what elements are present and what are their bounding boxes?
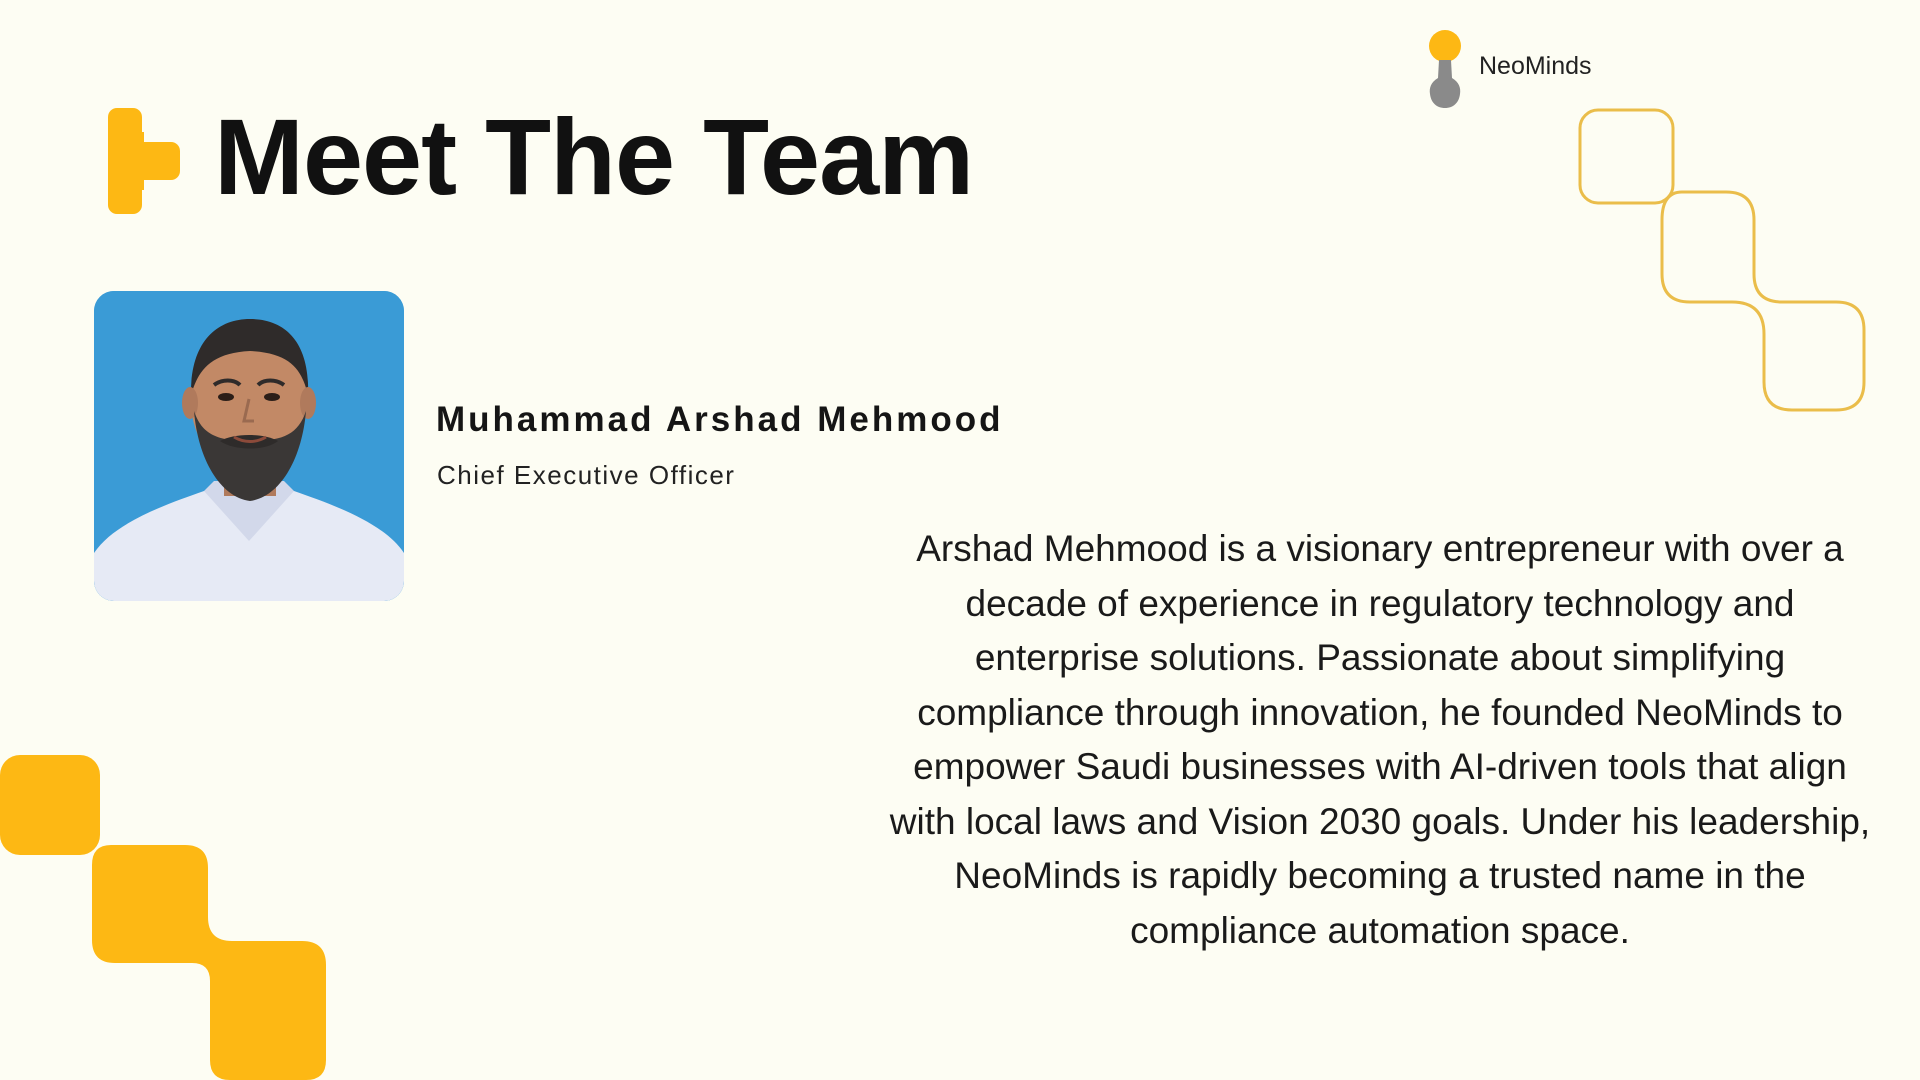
portrait-illustration (94, 291, 404, 601)
member-name: Muhammad Arshad Mehmood (436, 400, 1004, 439)
brand-logo (1427, 30, 1607, 110)
member-role: Chief Executive Officer (437, 460, 736, 490)
member-bio: Arshad Mehmood is a visionary entrepreneur with over a decade of experience in regulatory technology and enterprise solutions. Passionate about simplifying compliance through innovation, he founded NeoMinds to empower Saudi businesses with AI-driven tools that align with local laws and Vision 2030 goals. Under his leadership, NeoMinds is rapidly becoming a trusted name in the compliance automation space. (889, 528, 1871, 951)
portrait-photo (94, 291, 404, 601)
brand-name: NeoMinds (1479, 52, 1592, 80)
decorative-outline-squares (1578, 108, 1884, 414)
yellow-plus-arrow-icon (106, 108, 180, 214)
page-title: Meet The Team (214, 96, 974, 217)
decorative-solid-squares (0, 755, 330, 1080)
neominds-logo-icon (1427, 30, 1463, 110)
